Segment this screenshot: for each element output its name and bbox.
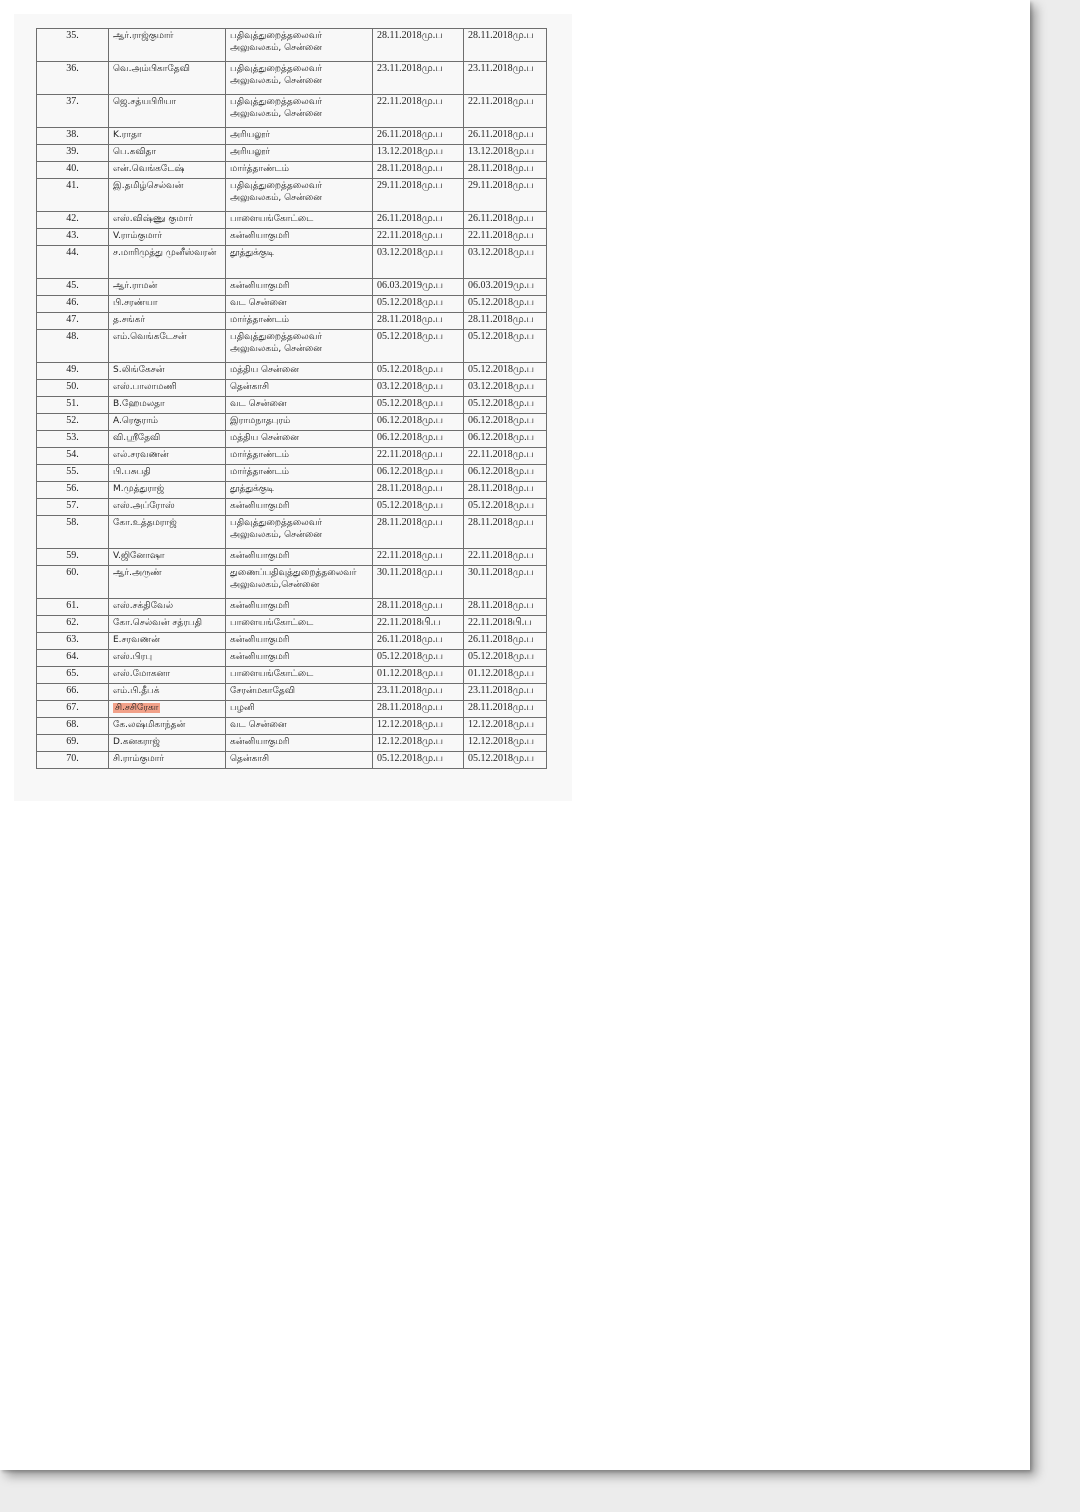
row-name: இ.தமிழ்செல்வன் [109,179,226,212]
row-office: பதிவுத்துறைத்தலைவர் அலுவலகம், சென்னை [226,62,373,95]
row-date-joined: 22.11.2018மு.ப [373,229,464,246]
row-date-relieved: 12.12.2018மு.ப [464,735,547,752]
row-date-joined: 06.12.2018மு.ப [373,431,464,448]
row-date-joined: 05.12.2018மு.ப [373,330,464,363]
row-date-joined: 06.03.2019மு.ப [373,279,464,296]
table-row [37,145,547,162]
row-date-relieved: 06.12.2018மு.ப [464,414,547,431]
row-number: 43. [37,229,109,246]
row-date-relieved: 26.11.2018மு.ப [464,633,547,650]
row-office: கன்னியாகுமரி [226,499,373,516]
row-name: எஸ்.அப்ரோஸ் [109,499,226,516]
table-row [37,246,547,279]
row-number: 41. [37,179,109,212]
row-number: 57. [37,499,109,516]
row-office: பதிவுத்துறைத்தலைவர் அலுவலகம், சென்னை [226,330,373,363]
table-row [37,448,547,465]
row-office: பாளையங்கோட்டை [226,212,373,229]
row-date-joined: 13.12.2018மு.ப [373,145,464,162]
row-name: சி.ராம்குமார் [109,752,226,769]
table-row [37,667,547,684]
row-office: கன்னியாகுமரி [226,549,373,566]
row-name: ஆர்.அருண் [109,566,226,599]
row-number: 64. [37,650,109,667]
row-name: எஸ்.சக்திவேல் [109,599,226,616]
table-row [37,296,547,313]
highlighted-name: சி.சசிரேகா [115,703,159,713]
row-office: மார்த்தாண்டம் [226,162,373,179]
row-number: 62. [37,616,109,633]
row-date-joined: 05.12.2018மு.ப [373,752,464,769]
row-office: பாளையங்கோட்டை [226,616,373,633]
row-date-joined: 05.12.2018மு.ப [373,397,464,414]
row-date-joined: 28.11.2018மு.ப [373,599,464,616]
row-office: சேரன்மகாதேவி [226,684,373,701]
table-body [37,29,547,769]
table-row [37,431,547,448]
row-name: எஸ்.மோகனா [109,667,226,684]
row-number: 66. [37,684,109,701]
row-date-relieved: 28.11.2018மு.ப [464,599,547,616]
row-name: த.சங்கர் [109,313,226,330]
row-office: பாளையங்கோட்டை [226,667,373,684]
row-date-relieved: 22.11.2018பி.ப [464,616,547,633]
row-office: பதிவுத்துறைத்தலைவர் அலுவலகம், சென்னை [226,516,373,549]
table-row [37,650,547,667]
row-date-relieved: 05.12.2018மு.ப [464,363,547,380]
row-date-relieved: 23.11.2018மு.ப [464,62,547,95]
row-name: கோ.செல்வன் சத்ரபதி [109,616,226,633]
row-date-relieved: 05.12.2018மு.ப [464,752,547,769]
row-date-relieved: 05.12.2018மு.ப [464,397,547,414]
row-date-joined: 26.11.2018மு.ப [373,128,464,145]
row-office: மத்திய சென்னை [226,431,373,448]
row-number: 48. [37,330,109,363]
row-date-relieved: 28.11.2018மு.ப [464,482,547,499]
row-office: மார்த்தாண்டம் [226,465,373,482]
row-date-joined: 22.11.2018மு.ப [373,448,464,465]
row-name: எல்.சரவணன் [109,448,226,465]
row-date-relieved: 22.11.2018மு.ப [464,448,547,465]
row-number: 37. [37,95,109,128]
row-name: V.ராம்குமார் [109,229,226,246]
row-date-joined: 12.12.2018மு.ப [373,735,464,752]
row-date-relieved: 23.11.2018மு.ப [464,684,547,701]
row-date-joined: 28.11.2018மு.ப [373,516,464,549]
row-name: எம்.வெங்கடேசன் [109,330,226,363]
row-number: 38. [37,128,109,145]
row-date-joined: 06.12.2018மு.ப [373,465,464,482]
row-date-joined: 05.12.2018மு.ப [373,650,464,667]
row-date-joined: 28.11.2018மு.ப [373,162,464,179]
row-number: 59. [37,549,109,566]
row-office: பதிவுத்துறைத்தலைவர் அலுவலகம், சென்னை [226,29,373,62]
row-date-relieved: 22.11.2018மு.ப [464,229,547,246]
row-name: ஆர்.ராஜ்குமார் [109,29,226,62]
row-office: மார்த்தாண்டம் [226,313,373,330]
row-date-relieved: 22.11.2018மு.ப [464,95,547,128]
row-name: M.முத்துராஜ் [109,482,226,499]
row-name: S.லிங்கேசன் [109,363,226,380]
table-row [37,397,547,414]
row-date-joined: 03.12.2018மு.ப [373,246,464,279]
row-date-relieved: 26.11.2018மு.ப [464,212,547,229]
row-office: பழனி [226,701,373,718]
row-date-relieved: 28.11.2018மு.ப [464,313,547,330]
row-date-relieved: 01.12.2018மு.ப [464,667,547,684]
row-date-joined: 03.12.2018மு.ப [373,380,464,397]
table-row [37,684,547,701]
row-office: பதிவுத்துறைத்தலைவர் அலுவலகம், சென்னை [226,95,373,128]
row-date-relieved: 06.12.2018மு.ப [464,465,547,482]
row-name: A.ரெகுராம் [109,414,226,431]
row-name: கே.லஷ்மிகாந்தன் [109,718,226,735]
table-row [37,162,547,179]
row-date-joined: 28.11.2018மு.ப [373,313,464,330]
row-office: மார்த்தாண்டம் [226,448,373,465]
table-row [37,313,547,330]
table-row [37,599,547,616]
table-row [37,735,547,752]
row-office: கன்னியாகுமரி [226,599,373,616]
row-office: பதிவுத்துறைத்தலைவர் அலுவலகம், சென்னை [226,179,373,212]
table-row [37,95,547,128]
row-office: மத்திய சென்னை [226,363,373,380]
table-row [37,566,547,599]
row-date-joined: 26.11.2018மு.ப [373,633,464,650]
row-office: தூத்துக்குடி [226,246,373,279]
table-row [37,62,547,95]
row-name: பி.பசுபதி [109,465,226,482]
table-row [37,633,547,650]
row-name: பி.சரண்யா [109,296,226,313]
row-number: 61. [37,599,109,616]
row-number: 54. [37,448,109,465]
row-office: இராமநாதபுரம் [226,414,373,431]
row-date-relieved: 05.12.2018மு.ப [464,499,547,516]
row-date-joined: 05.12.2018மு.ப [373,363,464,380]
table-row [37,701,547,718]
row-date-relieved: 22.11.2018மு.ப [464,549,547,566]
row-number: 47. [37,313,109,330]
row-date-joined: 22.11.2018மு.ப [373,549,464,566]
row-number: 45. [37,279,109,296]
table-row [37,279,547,296]
scanned-sheet [14,14,572,801]
row-office: துணைப்பதிவுத்துறைத்தலைவர் அலுவலகம்,சென்னை [226,566,373,599]
row-name: E.சரவணன் [109,633,226,650]
row-date-joined: 26.11.2018மு.ப [373,212,464,229]
row-date-relieved: 03.12.2018மு.ப [464,246,547,279]
row-date-joined: 05.12.2018மு.ப [373,296,464,313]
row-office: கன்னியாகுமரி [226,735,373,752]
row-date-relieved: 06.12.2018மு.ப [464,431,547,448]
row-number: 55. [37,465,109,482]
row-name: ஆர்.ராமன் [109,279,226,296]
row-number: 51. [37,397,109,414]
row-date-relieved: 28.11.2018மு.ப [464,162,547,179]
table-row [37,128,547,145]
row-name: வி.ஸ்ரீதேவி [109,431,226,448]
table-row [37,29,547,62]
row-date-joined: 23.11.2018மு.ப [373,684,464,701]
table-row [37,330,547,363]
row-name: பெ.கவிதா [109,145,226,162]
table-row [37,179,547,212]
row-number: 65. [37,667,109,684]
row-date-relieved: 28.11.2018மு.ப [464,516,547,549]
row-number: 36. [37,62,109,95]
row-date-joined: 22.11.2018மு.ப [373,95,464,128]
row-number: 63. [37,633,109,650]
row-name: D.கனகராஜ் [109,735,226,752]
row-name: எஸ்.பாலாமணி [109,380,226,397]
row-name [109,701,226,718]
row-date-relieved: 05.12.2018மு.ப [464,650,547,667]
row-number: 40. [37,162,109,179]
row-name: B.ஹேமலதா [109,397,226,414]
row-number: 69. [37,735,109,752]
row-date-relieved: 29.11.2018மு.ப [464,179,547,212]
table-row [37,465,547,482]
row-date-joined: 30.11.2018மு.ப [373,566,464,599]
row-number: 70. [37,752,109,769]
row-number: 42. [37,212,109,229]
row-date-joined: 05.12.2018மு.ப [373,499,464,516]
table-row [37,212,547,229]
row-date-relieved: 28.11.2018மு.ப [464,29,547,62]
row-number: 67. [37,701,109,718]
row-number: 58. [37,516,109,549]
row-date-joined: 28.11.2018மு.ப [373,701,464,718]
row-number: 50. [37,380,109,397]
row-office: தென்காசி [226,380,373,397]
row-date-relieved: 03.12.2018மு.ப [464,380,547,397]
row-name: ஜெ.சத்யபிரியா [109,95,226,128]
table-row [37,499,547,516]
row-office: அரியலூர் [226,128,373,145]
row-date-relieved: 06.03.2019மு.ப [464,279,547,296]
row-name: கோ.உத்தமராஜ் [109,516,226,549]
row-office: வட சென்னை [226,397,373,414]
row-office: தூத்துக்குடி [226,482,373,499]
row-number: 35. [37,29,109,62]
row-office: வட சென்னை [226,296,373,313]
row-number: 60. [37,566,109,599]
row-date-relieved: 28.11.2018மு.ப [464,701,547,718]
row-number: 44. [37,246,109,279]
row-office: தென்காசி [226,752,373,769]
row-date-joined: 06.12.2018மு.ப [373,414,464,431]
row-name: எஸ்.விஷ்ணு குமார் [109,212,226,229]
row-date-relieved: 30.11.2018மு.ப [464,566,547,599]
row-name: ச.மாரிமுத்து முனீஸ்வரன் [109,246,226,279]
row-office: கன்னியாகுமரி [226,279,373,296]
row-office: அரியலூர் [226,145,373,162]
row-date-joined: 29.11.2018மு.ப [373,179,464,212]
table-row [37,380,547,397]
row-date-joined: 28.11.2018மு.ப [373,482,464,499]
row-date-joined: 01.12.2018மு.ப [373,667,464,684]
row-number: 46. [37,296,109,313]
row-name: வெ.அம்பிகாதேவி [109,62,226,95]
row-date-joined: 28.11.2018மு.ப [373,29,464,62]
row-name: K.ராதா [109,128,226,145]
table-row [37,482,547,499]
row-date-joined: 12.12.2018மு.ப [373,718,464,735]
table-row [37,414,547,431]
row-name: எஸ்.பிரபு [109,650,226,667]
table-row [37,363,547,380]
row-number: 39. [37,145,109,162]
row-number: 68. [37,718,109,735]
row-date-relieved: 05.12.2018மு.ப [464,296,547,313]
row-name: என்.வெங்கடேஷ் [109,162,226,179]
row-number: 53. [37,431,109,448]
staff-table [36,28,547,769]
row-number: 56. [37,482,109,499]
row-number: 52. [37,414,109,431]
table-row [37,752,547,769]
table-row [37,718,547,735]
table-row [37,229,547,246]
row-date-relieved: 05.12.2018மு.ப [464,330,547,363]
row-office: கன்னியாகுமரி [226,650,373,667]
row-date-joined: 22.11.2018பி.ப [373,616,464,633]
row-office: வட சென்னை [226,718,373,735]
row-date-relieved: 26.11.2018மு.ப [464,128,547,145]
row-name: எம்.பி.தீபக் [109,684,226,701]
table-row [37,516,547,549]
row-office: கன்னியாகுமரி [226,633,373,650]
row-office: கன்னியாகுமரி [226,229,373,246]
row-date-relieved: 13.12.2018மு.ப [464,145,547,162]
row-date-relieved: 12.12.2018மு.ப [464,718,547,735]
row-date-joined: 23.11.2018மு.ப [373,62,464,95]
table-row [37,549,547,566]
table-row [37,616,547,633]
row-number: 49. [37,363,109,380]
row-name: V.ஜினோஷா [109,549,226,566]
